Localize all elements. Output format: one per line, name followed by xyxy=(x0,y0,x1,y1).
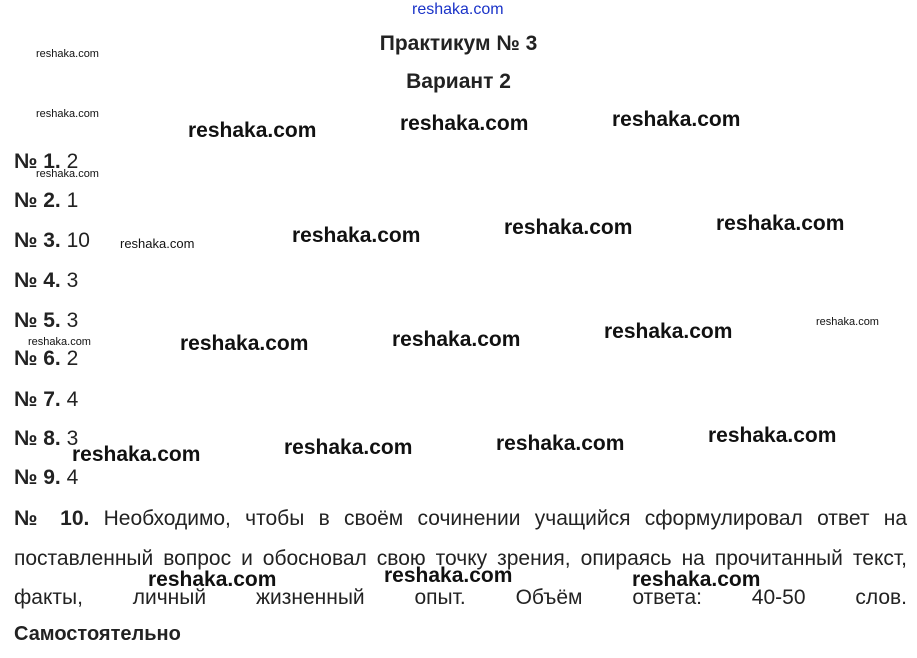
watermark: reshaka.com xyxy=(188,119,317,142)
watermark: reshaka.com xyxy=(36,168,99,180)
top-site-link[interactable]: reshaka.com xyxy=(412,1,504,18)
answer-value: 10 xyxy=(66,229,90,252)
answer-value: 3 xyxy=(66,309,79,332)
answer-number: № 1. xyxy=(14,150,61,173)
watermark: reshaka.com xyxy=(392,328,521,351)
section-heading: Самостоятельно xyxy=(14,623,181,645)
answer-value: 2 xyxy=(66,347,79,370)
answer-value: 1 xyxy=(66,189,79,212)
answer-5 xyxy=(14,309,78,333)
answer-number: № 6. xyxy=(14,347,61,370)
answer-value: 4 xyxy=(66,388,79,411)
page-title: Практикум № 3 xyxy=(379,32,538,55)
watermark: reshaka.com xyxy=(148,568,277,591)
answer-number: № 2. xyxy=(14,189,61,212)
watermark: reshaka.com xyxy=(604,320,733,343)
answer-value: 3 xyxy=(66,427,79,450)
watermark: reshaka.com xyxy=(504,216,633,239)
watermark: reshaka.com xyxy=(120,236,195,251)
watermark: reshaka.com xyxy=(708,424,837,447)
task-10-number: № 10. xyxy=(14,507,90,530)
answer-3 xyxy=(14,229,90,253)
watermark: reshaka.com xyxy=(292,224,421,247)
answer-number: № 8. xyxy=(14,427,61,450)
answer-number: № 5. xyxy=(14,309,61,332)
watermark: reshaka.com xyxy=(816,316,879,328)
answer-value: 3 xyxy=(66,269,79,292)
watermark: reshaka.com xyxy=(384,564,513,587)
answer-6 xyxy=(14,347,78,371)
watermark: reshaka.com xyxy=(72,443,201,466)
answer-8 xyxy=(14,427,78,451)
answer-2 xyxy=(14,189,78,213)
page-subtitle: Вариант 2 xyxy=(406,70,511,93)
watermark: reshaka.com xyxy=(716,212,845,235)
answer-number: № 3. xyxy=(14,229,61,252)
watermark: reshaka.com xyxy=(180,332,309,355)
watermark: reshaka.com xyxy=(400,112,529,135)
task-10-paragraph xyxy=(14,499,907,618)
watermark: reshaka.com xyxy=(496,432,625,455)
watermark: reshaka.com xyxy=(612,108,741,131)
watermark: reshaka.com xyxy=(632,568,761,591)
answer-value: 2 xyxy=(66,150,79,173)
answer-number: № 9. xyxy=(14,466,61,489)
answer-4 xyxy=(14,269,78,293)
watermark: reshaka.com xyxy=(36,108,99,120)
watermark: reshaka.com xyxy=(284,436,413,459)
answer-7 xyxy=(14,388,78,412)
answer-number: № 7. xyxy=(14,388,61,411)
task-10-text: Необходимо, чтобы в своём сочинении учащийся сформулировал ответ на поставленный вопрос и обосновал свою точку зрения, опираясь на прочитанный текст, факты, личный жизненный опыт. Объём ответа: 40-50 слов. xyxy=(14,507,908,609)
answer-value: 4 xyxy=(66,466,79,489)
answer-number: № 4. xyxy=(14,269,61,292)
watermark: reshaka.com xyxy=(28,336,91,348)
watermark: reshaka.com xyxy=(36,48,99,60)
answer-9 xyxy=(14,466,78,490)
